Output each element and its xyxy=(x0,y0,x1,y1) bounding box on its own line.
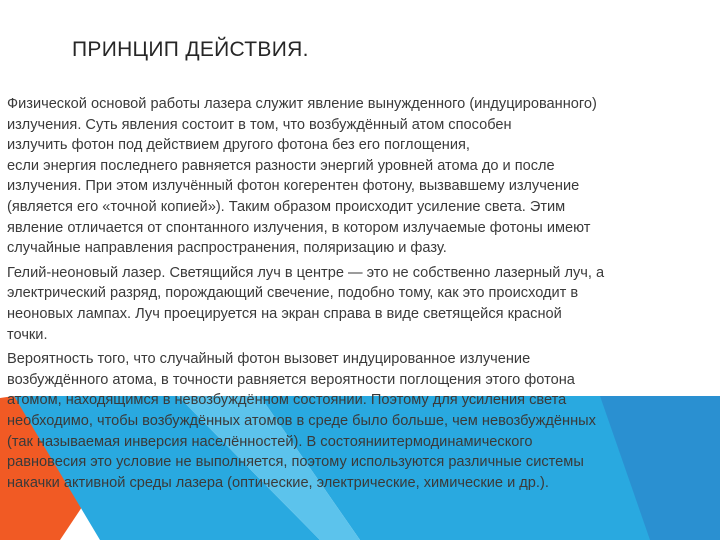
text-line: излучения. При этом излучённый фотон когерентен фотону, вызвавшему излучение xyxy=(7,178,580,195)
text-line: необходимо, чтобы возбуждённых атомов в среде было больше, чем невозбуждённых xyxy=(7,412,596,429)
text-line: неоновых лампах. Луч проецируется на экран справа в виде светящейся красной xyxy=(7,305,562,322)
slide-body xyxy=(7,94,710,497)
text-line: накачки активной среды лазера (оптические, электрические, химические и др.). xyxy=(7,474,549,491)
text-line: случайные направления распространения, поляризацию и фазу. xyxy=(7,240,447,257)
text-line: излучить фотон под действием другого фотона без его поглощения, xyxy=(7,137,470,154)
text-line: (так называемая инверсия населённостей). В состояниитермодинамического xyxy=(7,433,533,450)
text-line: Физической основой работы лазера служит явление вынужденного (индуцированного) xyxy=(7,96,597,112)
text-line: если энергия последнего равняется разности энергий уровней атома до и после xyxy=(7,157,555,174)
slide-title: ПРИНЦИП ДЕЙСТВИЯ. xyxy=(72,38,309,61)
text-line: явление отличается от спонтанного излучения, в котором излучаемые фотоны имеют xyxy=(7,219,591,236)
text-line: излучения. Суть явления состоит в том, что возбуждённый атом способен xyxy=(7,116,512,133)
paragraph-laser-principle xyxy=(7,94,710,259)
text-line: (является его «точной копией»). Таким образом происходит усиление света. Этим xyxy=(7,198,566,215)
text-line: Вероятность того, что случайный фотон вызовет индуцированное излучение xyxy=(7,351,531,368)
text-line: электрический разряд, порождающий свечение, подобно тому, как это происходит в xyxy=(7,285,579,302)
text-line: точки. xyxy=(7,326,48,343)
paragraph-probability xyxy=(7,349,710,493)
paragraph-helium-neon xyxy=(7,263,710,345)
text-line: атомом, находящимся в невозбуждённом состоянии. Поэтому для усиления света xyxy=(7,392,567,409)
text-line: равновесия это условие не выполняется, поэтому используются различные системы xyxy=(7,454,584,471)
text-line: возбуждённого атома, в точности равняется вероятности поглощения этого фотона xyxy=(7,371,575,388)
text-line: Гелий-неоновый лазер. Светящийся луч в центре — это не собственно лазерный луч, а xyxy=(7,264,605,281)
